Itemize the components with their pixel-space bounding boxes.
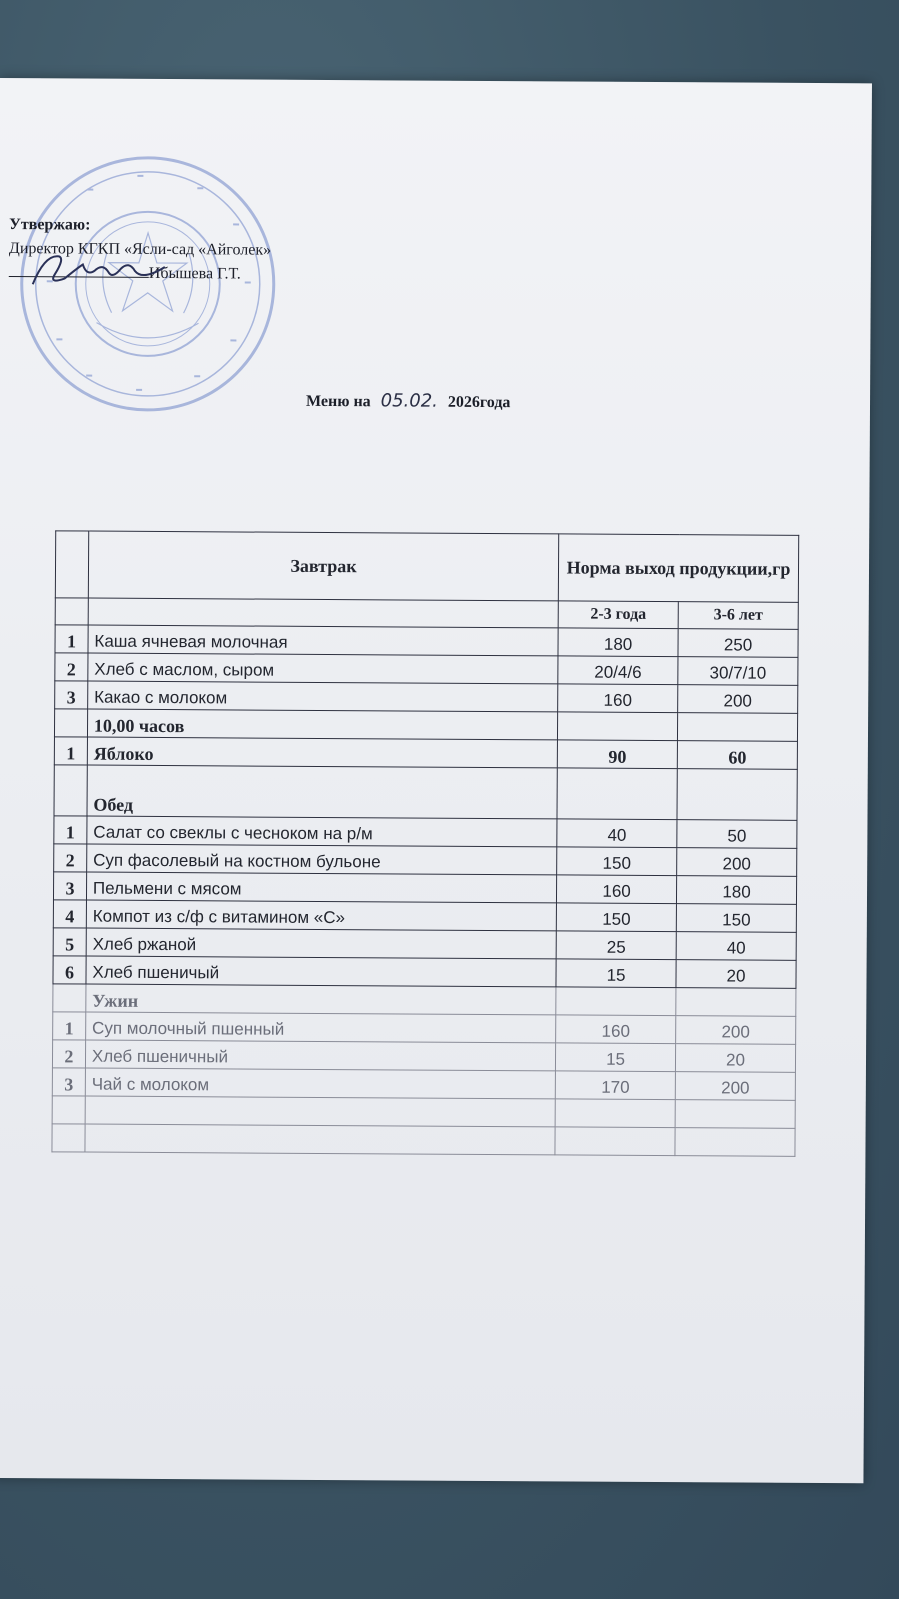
row-number: 1: [54, 816, 87, 844]
portion-3-6: 50: [677, 820, 797, 849]
portion-3-6: 60: [677, 741, 797, 770]
row-number: 5: [53, 928, 86, 956]
portion-2-3: 15: [556, 959, 676, 988]
header-num-cell: [55, 531, 88, 598]
row-number: 4: [53, 900, 86, 928]
table-row: [53, 900, 796, 933]
table-header-row: [55, 531, 798, 603]
empty-row: [52, 1096, 795, 1129]
table-row: [55, 681, 798, 714]
approval-name: Ибышева Г.Т.: [148, 264, 241, 283]
subheader-num-cell: [55, 598, 88, 625]
empty-cell: [555, 1099, 675, 1128]
table-row: [54, 737, 797, 770]
section-snack: [54, 709, 797, 742]
section-cell-b: [676, 988, 796, 1017]
row-number: 1: [54, 737, 87, 765]
header-norm: Норма выход продукции,гр: [558, 534, 798, 602]
section-num-cell: [53, 984, 86, 1012]
section-lunch: [54, 765, 797, 821]
portion-2-3: 40: [557, 819, 677, 848]
section-title: Обед: [87, 765, 558, 819]
row-number: 3: [55, 681, 88, 709]
dish-name: Пельмени с мясом: [86, 872, 556, 903]
dish-name: Яблоко: [87, 737, 557, 768]
section-title: 10,00 часов: [87, 709, 557, 740]
portion-2-3: 180: [558, 628, 678, 657]
table-row: [54, 816, 797, 849]
table-row: [55, 653, 798, 686]
menu-year: 2026года: [447, 393, 511, 412]
portion-2-3: 90: [557, 740, 677, 769]
row-number: 2: [55, 653, 88, 681]
portion-3-6: 200: [676, 1016, 796, 1045]
portion-3-6: 40: [676, 932, 796, 961]
portion-2-3: 160: [556, 1015, 676, 1044]
row-number: 3: [53, 872, 86, 900]
menu-title-prefix: Меню на: [305, 392, 371, 411]
approval-title: Утвержаю:: [9, 216, 91, 234]
empty-cell: [52, 1124, 85, 1152]
dish-name: Каша ячневая молочная: [88, 625, 558, 656]
row-number: 3: [52, 1068, 85, 1096]
portion-2-3: 150: [556, 903, 676, 932]
portion-3-6: 30/7/10: [678, 657, 798, 686]
section-num-cell: [54, 765, 87, 816]
section-title: Ужин: [86, 984, 556, 1015]
row-number: 2: [54, 844, 87, 872]
empty-cell: [555, 1127, 675, 1156]
dish-name: Хлеб с маслом, сыром: [88, 653, 558, 684]
dish-name: Какао с молоком: [88, 681, 558, 712]
table-row: [52, 1040, 795, 1073]
dish-name: Суп фасолевый на костном бульоне: [87, 844, 557, 875]
dish-name: Хлеб ржаной: [86, 928, 556, 959]
header-col-a: 2-3 года: [558, 601, 678, 629]
portion-2-3: 160: [558, 684, 678, 713]
header-col-b: 3-6 лет: [678, 602, 798, 630]
section-cell-a: [558, 712, 678, 741]
empty-cell: [675, 1128, 795, 1157]
menu-date: 05.02.: [380, 390, 439, 412]
row-number: 2: [52, 1040, 85, 1068]
empty-cell: [675, 1100, 795, 1129]
section-cell-b: [677, 713, 797, 742]
dish-name: Суп молочный пшенный: [86, 1012, 556, 1043]
empty-cell: [85, 1124, 555, 1155]
portion-2-3: 25: [556, 931, 676, 960]
dish-name: Хлеб пшеничый: [86, 956, 556, 987]
section-cell-a: [556, 987, 676, 1016]
approval-position: Директор КГКП «Ясли-сад «Айголек»: [8, 240, 272, 259]
subheader-name-cell: [88, 598, 558, 628]
section-num-cell: [54, 709, 87, 737]
table-row: [54, 844, 797, 877]
dish-name: Хлеб пшеничный: [85, 1040, 555, 1071]
dish-name: Чай с молоком: [85, 1068, 555, 1099]
portion-3-6: 200: [678, 685, 798, 714]
portion-3-6: 200: [675, 1072, 795, 1101]
document-page: [0, 78, 872, 1483]
dish-name: Компот из с/ф с витамином «С»: [86, 900, 556, 931]
portion-3-6: 20: [676, 960, 796, 989]
table-row: [53, 872, 796, 905]
section-dinner: [53, 984, 796, 1017]
portion-2-3: 150: [557, 847, 677, 876]
menu-table: [51, 530, 799, 1157]
empty-row: [52, 1124, 795, 1157]
row-number: 1: [55, 625, 88, 653]
portion-2-3: 20/4/6: [558, 656, 678, 685]
table-row: [52, 1068, 795, 1101]
portion-2-3: 15: [556, 1043, 676, 1072]
empty-cell: [52, 1096, 85, 1124]
table-row: [53, 956, 796, 989]
dish-name: Салат со свеклы с чесноком на р/м: [87, 816, 557, 847]
row-number: 6: [53, 956, 86, 984]
portion-3-6: 200: [677, 848, 797, 877]
section-cell-b: [677, 769, 797, 821]
section-cell-a: [557, 768, 677, 820]
header-section: Завтрак: [88, 531, 559, 601]
handwritten-signature-icon: [25, 244, 175, 295]
empty-cell: [85, 1096, 555, 1127]
table-row: [55, 625, 798, 658]
portion-3-6: 150: [676, 904, 796, 933]
menu-title: [306, 390, 511, 412]
portion-3-6: 20: [675, 1044, 795, 1073]
portion-2-3: 160: [557, 875, 677, 904]
portion-3-6: 250: [678, 629, 798, 658]
portion-3-6: 180: [677, 876, 797, 905]
table-row: [53, 928, 796, 961]
portion-2-3: 170: [555, 1071, 675, 1100]
table-row: [53, 1012, 796, 1045]
row-number: 1: [53, 1012, 86, 1040]
